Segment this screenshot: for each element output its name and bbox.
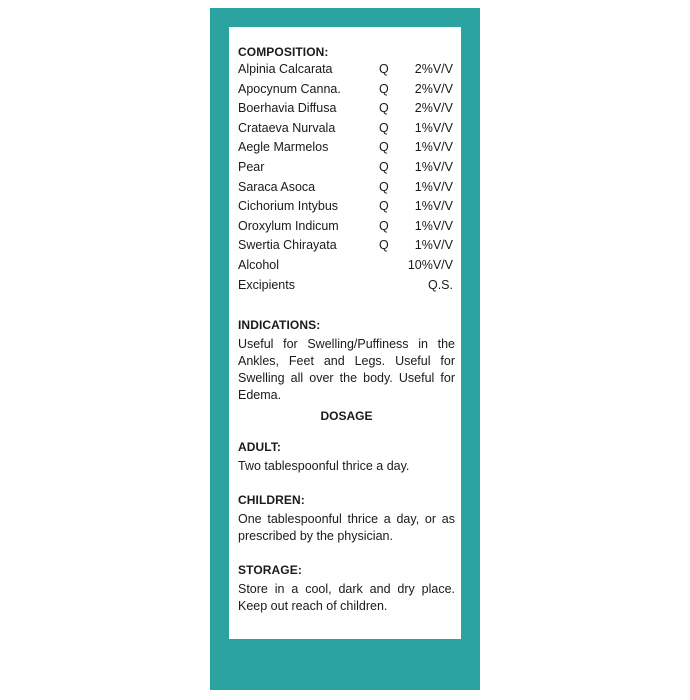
ingredient-name: Excipients [238, 277, 295, 292]
composition-row [238, 256, 455, 276]
children-section [238, 492, 455, 545]
composition-row [238, 276, 455, 296]
composition-row [238, 119, 455, 139]
composition-row [238, 99, 455, 119]
ingredient-concentration: 1%V/V [414, 179, 453, 194]
ingredient-q [379, 276, 399, 296]
ingredient-concentration: 2%V/V [414, 62, 453, 76]
composition-list [238, 60, 455, 295]
ingredient-q: Q [379, 120, 389, 135]
ingredient-q [379, 256, 399, 276]
ingredient-name: Apocynum Canna. [238, 81, 341, 96]
ingredient-q: Q [379, 199, 389, 214]
ingredient-q: Q [379, 140, 389, 155]
dosage-section [238, 407, 455, 425]
indications-text: Useful for Swelling/Puffiness in the Ankles, Feet and Legs. Useful for Swelling all over the body. Useful for Edema. [238, 337, 455, 403]
ingredient-name: Swertia Chirayata [238, 238, 337, 253]
composition-row [238, 197, 455, 217]
composition-row [238, 80, 455, 100]
ingredient-concentration: 2%V/V [414, 101, 453, 116]
composition-row [238, 217, 455, 237]
indications-section [238, 317, 455, 404]
ingredient-concentration: 10%V/V [407, 257, 453, 272]
composition-row [238, 60, 455, 80]
label-content [238, 44, 455, 615]
ingredient-concentration: 1%V/V [414, 218, 453, 233]
ingredient-name: Boerhavia Diffusa [238, 101, 337, 116]
indications-heading: INDICATIONS: [238, 318, 321, 333]
ingredient-name: Saraca Asoca [238, 179, 316, 194]
ingredient-concentration: 1%V/V [414, 199, 453, 214]
ingredient-q: Q [379, 81, 389, 96]
ingredient-concentration: 1%V/V [414, 120, 453, 135]
ingredient-name: Pear [238, 159, 265, 174]
storage-section [238, 562, 455, 615]
composition-row [238, 178, 455, 198]
composition-row [238, 138, 455, 158]
ingredient-concentration: 1%V/V [414, 140, 453, 155]
ingredient-q: Q [379, 62, 389, 76]
ingredient-concentration: 1%V/V [414, 159, 453, 174]
dosage-heading: DOSAGE [320, 409, 373, 424]
ingredient-concentration: Q.S. [427, 277, 453, 292]
adult-heading: ADULT: [238, 440, 282, 455]
ingredient-name: Aegle Marmelos [238, 140, 329, 155]
composition-row [238, 236, 455, 256]
ingredient-concentration: 2%V/V [414, 81, 453, 96]
ingredient-name: Crataeva Nurvala [238, 120, 336, 135]
children-heading: CHILDREN: [238, 493, 305, 508]
children-text: One tablespoonful thrice a day, or as prescribed by the physician. [238, 512, 455, 544]
composition-row [238, 158, 455, 178]
ingredient-name: Oroxylum Indicum [238, 218, 339, 233]
storage-text: Store in a cool, dark and dry place. Keep out reach of children. [238, 582, 455, 614]
ingredient-q: Q [379, 101, 389, 116]
ingredient-name: Alcohol [238, 257, 279, 272]
ingredient-q: Q [379, 218, 389, 233]
ingredient-name: Cichorium Intybus [238, 199, 339, 214]
storage-heading: STORAGE: [238, 563, 302, 578]
ingredient-q: Q [379, 179, 389, 194]
adult-text: Two tablespoonful thrice a day. [238, 459, 410, 474]
composition-heading: COMPOSITION: [238, 45, 329, 59]
ingredient-q: Q [379, 159, 389, 174]
adult-section [238, 439, 455, 475]
ingredient-q: Q [379, 238, 389, 253]
ingredient-name: Alpinia Calcarata [238, 62, 333, 76]
ingredient-concentration: 1%V/V [414, 238, 453, 253]
